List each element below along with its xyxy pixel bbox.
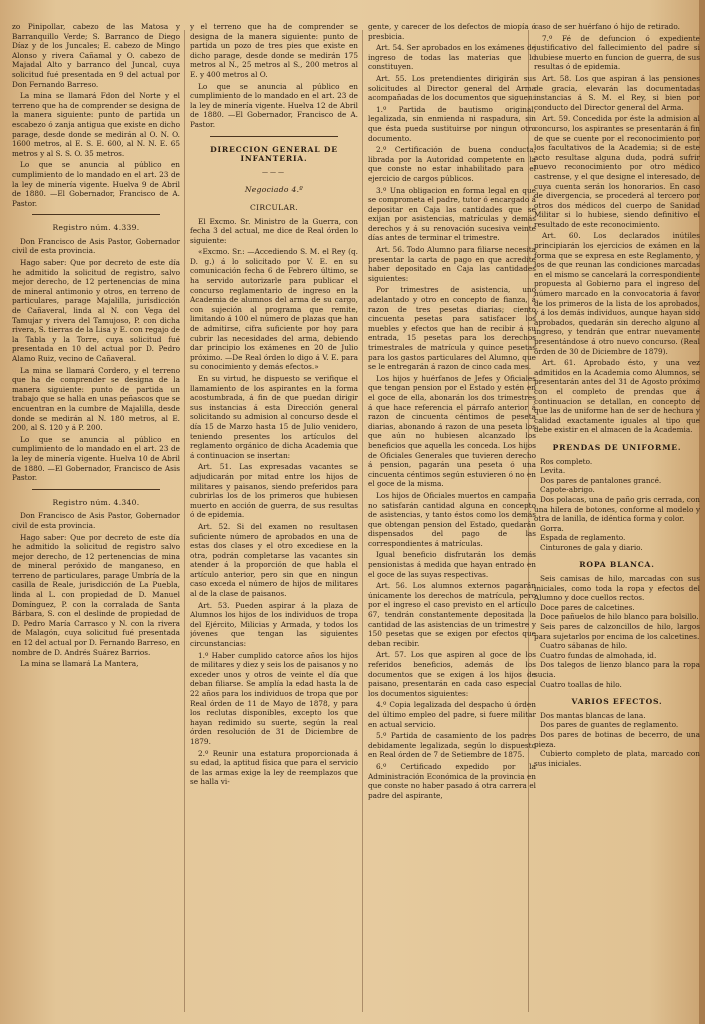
paragraph: 1.º Haber cumplido catorce años los hijos de militares y diez y seis los de paisanos y no exceder unos y otros de veinte el día que deban filiarse. Se amplía la edad hasta la de 22 años para los individuos de tropa que por Real órden de 11 de Mayo de 1878, y para los reclutas disponibles, excepto los que hayan redimido su suerte, según la real órden resolución de 31 de Diciembre de 1879. — [190, 650, 358, 746]
paragraph: Art. 53. Pueden aspirar á la plaza de Alumnos los hijos de los individuos de tropa del Ejército, Milicias y Armada, y todos los jóvenes que tengan las siguientes circunstancias: — [190, 600, 358, 649]
paragraph: Lo que se anuncia al público en cumplimiento de lo mandado en el art. 23 de la ley de minería vigente. Huelva 10 de Abril de 1880. —El Gobernador, Francisco de Asis Pastor. — [12, 434, 180, 483]
paragraph: Art. 60. Los declarados inútiles principiarán los ejercicios de exámen en la forma que se expresa en este Reglamento, y los de que reunan las condiciones marcadas en el mismo se cancelará la correspondiente propuesta al Gobierno para el ingreso del número marcado en la convocatoria á favor de los primeros de la lista de los aprobados, y á los demás individuos, aunque hayan sido aprobados, quedarán sin derecho alguno al ingreso, y tendrán que entrar nuevamente presentándose á otro nuevo concurso. (Real órden de 30 de Diciembre de 1879). — [534, 231, 700, 356]
paragraph: gente, y carecer de los defectos de miopía ó presbicia. — [368, 22, 536, 41]
paragraph: 1.º Partida de bautismo original, legalizada, sin enmienda ni raspadura, sin que ésta pueda sustituirse por ningun otro documento. — [368, 104, 536, 143]
paragraph: Art. 51. Las expresadas vacantes se adjudicarán por mitad entre los hijos de militares y paisanos, siendo preferidos para cubrirlas los de los primeros que hubiesen muerto en acción de guerra, de sus resultas ó de epidemia. — [190, 462, 358, 520]
paragraph: Hago saber: Que por decreto de este día he admitido la solicitud de registro salvo mejor derecho, de 12 pertenencias de mina de mineral peróxido de manganeso, en terreno de particulares, parage Umbría de la casilla de Reale, jurisdicción de La Puebla, linda al L. con propiedad de D. Manuel Domínguez, P. con la corralada de Santa Bárbara, S. con el deslinde de propiedad de D. Pedro María Carrasco y N. con la rivera de Malagón, cuya solicitud fué presentada en 12 del actual por D. Fernando Barreso, en nombre de D. Andrés Suárez Barrios. — [12, 532, 180, 657]
list-item: Seis camisas de hilo, marcadas con sus iniciales, como toda la ropa y efectos del Alumno y doce cuellos rectos. — [534, 574, 700, 603]
paragraph: Igual beneficio disfrutarán los demás pensionistas á medida que hayan entrado en el goce de las suyas respectivas. — [368, 550, 536, 579]
uniforme-heading: PRENDAS DE UNIFORME. — [552, 442, 682, 452]
column-1 — [12, 22, 180, 1014]
list-item: Doce pañuelos de hilo blanco para bolsillo. — [540, 612, 699, 622]
direccion-general-title: DIRECCION GENERAL DE INFANTERIA. — [210, 144, 338, 164]
paragraph: 6.º Certificado expedido por la Administración Económica de la provincia en que conste no haber pasado á otra carrera el padre del aspirante, — [368, 761, 536, 800]
list-item: Cuatro sábanas de hilo. — [540, 641, 628, 651]
paragraph: Art. 57. Los que aspiren al goce de los referidos beneficios, además de los documentos que se exigen á los hijos de paisano, presentarán en cada caso especial los documentos siguientes: — [368, 650, 536, 698]
uniforme-list — [534, 457, 700, 553]
list-item: Capote-abrigo. — [540, 485, 595, 495]
paragraph: Por trimestres de asistencia, uno adelantado y otro en concepto de fianza, á razon de tres pesetas diarias; ciento cincuenta pesetas para satisfacer los muebles y efectos que han de recibir á su entrada, 15 pesetas para los derechos trimestrales de matrícula y quince pesetas para los gastos particulares del Alumno, que se le entregarán á razon de cinco cada mes. — [368, 285, 536, 372]
paragraph: La mina se llamará Fdon del Norte y el terreno que ha de comprender se designa de la manera siguiente: punto de partida un escabezo ó zanja antigua que existe en dicho parage, desde donde se medirán al O. N. O. 1600 metros, al E. S. E. 600, al N. N. E. 65 metros y al S. S. O. 35 metros. — [12, 91, 180, 158]
list-item: Levita. — [540, 466, 566, 476]
paragraph: 5.º Partida de casamiento de los padres debidamente legalizada, según lo dispuesto en Real órden de 7 de Setiembre de 1875. — [368, 731, 536, 760]
paragraph: Los hijos y huérfanos de Jefes y Oficiales que tengan pension por el Estado y estén en el goce de ella, abonarán los dos trimestres á que hace referencia el párrafo anterior á razon de cincuenta céntimos de peseta diarias, abonando á razon de una peseta los que aún no hubiesen alcanzado los beneficios que aquella les conceda. Los hijos de Oficiales Generales que tuvieren derecho á pension, pagarán una peseta ó una cincuenta céntimos según estuvieren ó no en el goce de la misma. — [368, 373, 536, 489]
paragraph: Don Francisco de Asis Pastor, Gobernador civil de esta provincia. — [12, 236, 180, 256]
paragraph: Art. 56. Los alumnos externos pagarán únicamente los derechos de matrícula, pero por el ingreso el caso previsto en el artículo 67, tendrán constantemente depositada la cantidad de las asistencias de un trimestre y 150 pesetas que se exigen por efectos que deban recibir. — [368, 581, 536, 648]
negociado-title: Negociado 4.º — [244, 185, 304, 195]
column-divider — [362, 30, 363, 1012]
list-item: Cuatro toallas de hilo. — [540, 679, 622, 689]
list-item: Cinturones de gala y diario. — [540, 542, 643, 552]
list-item: Espada de reglamento. — [540, 533, 626, 543]
paragraph: Art. 59. Concedida por éste la admision al concurso, los aspirantes se presentarán á fin de que se cuente por el reconocimiento por los facultativos de la Academia; si de este acto resultase alguna duda, podrá sufrir nuevo reconocimiento por otro médico castrense, y el que designe el interesado, de cuya cuenta serán los honorarios. En caso de divergencia, se procederá al tercero por otros dos médicos del cuerpo de Sanidad Militar si lo hubiese, siendo definitivo el resultado de este reconocimiento. — [534, 114, 700, 229]
paragraph: 7.º Fé de defuncion ó expediente justificativo del fallecimiento del padre si hubiese muerto en funcion de guerra, de sus resultas ó de epidemia. — [534, 33, 700, 72]
paragraph: Lo que se anuncia al público en cumplimiento de lo mandado en el art. 23 de la ley de minería vigente. Huelva 9 de Abril de 1880. —El Gobernador, Francisco de A. Pastor. — [12, 160, 180, 208]
varios-efectos-heading: VARIOS EFECTOS. — [571, 697, 663, 707]
column-2 — [190, 22, 358, 1014]
section-divider — [210, 136, 338, 137]
paragraph: 3.º Una obligacion en forma legal en que se comprometa el padre, tutor ó encargado á depositar en Caja las cantidades que se exijan por asistencias, matrículas y demás derechos y á su renovación sucesiva veinte días antes de terminar el trimestre. — [368, 185, 536, 243]
section-divider — [32, 214, 160, 215]
list-item: Dos pares de botinas de becerro, de una pieza. — [534, 729, 700, 749]
list-item: Dos pares de guantes de reglamento. — [540, 720, 679, 730]
paragraph: caso de ser huérfano ó hijo de retirado. — [534, 22, 680, 31]
section-divider — [32, 489, 160, 490]
list-item: Ros completo. — [540, 456, 593, 466]
paragraph: Los hijos de Oficiales muertos en campaña no satisfarán cantidad alguna en concepto de asistencias, y tanto éstos como los demás que obtengan pension del Estado, quedarán dispensados del pago de las correspondientes á matrículas. — [368, 490, 536, 548]
paragraph: Art. 54. Ser aprobados en los exámenes de ingreso de todas las materias que lo constituyen. — [368, 43, 536, 72]
list-item: Cubierto completo de plata, marcado con sus iniciales. — [534, 749, 700, 768]
paragraph: y el terreno que ha de comprender se designa de la manera siguiente: punto de partida un pozo de tres pies que existe en dicho parage, desde donde se medirán 175 metros al N., 25 metros al S., 200 metros al E. y 400 metros al O. — [190, 22, 358, 79]
paragraph: Don Francisco de Asis Pastor, Gobernador civil de esta provincia. — [12, 511, 180, 530]
paragraph: Art. 56. Todo Alumno para filiarse necesita presentar la carta de pago en que acredite haber depositado en Caja las cantidades siguientes: — [368, 245, 536, 283]
paragraph: En su virtud, he dispuesto se verifique el llamamiento de los aspirantes en la forma acostumbrada, á fin de que puedan dirigir sus instancias á esta Dirección general solicitando su admision al concurso desde el día 15 de Marzo hasta 15 de Julio venidero, teniendo presentes los artículos del reglamento orgánico de dicha Academia que á continuacion se insertan: — [190, 374, 358, 460]
list-item: Cuatro fundas de almohada, id. — [540, 650, 657, 660]
circular-label: CIRCULAR. — [249, 202, 299, 212]
list-item: Dos pares de pantalones grancé. — [540, 475, 662, 485]
paragraph: Art. 61. Aprobado ésto, y una vez admitidos en la Academia como Alumnos, se presentarán antes del 31 de Agosto próximo con el completo de prendas que á continuacion se detallan, en concepto de que las de uniforme han de ser de hechura y calidad exactamente iguales al tipo que debe existir en el almacen de la Academia. — [534, 358, 700, 435]
paragraph: zo Pinipollar, cabezo de las Matosa y Barranquillo Verde; S. Barranco de Diego Díaz y de los Juncales; E. cabezo de Mingo Alonso y rivera Cañamal y O. cabezo de Majadal Alto y barranco del Juncal, cuya solicitud fué presentada en 9 del actual por Don Fernando Barreso. — [12, 22, 180, 89]
list-item: Seis pares de calzoncillos de hilo, largos para sujetarlos por encima de los calcetines. — [534, 622, 700, 641]
paragraph: 4.º Copia legalizada del despacho ú órden del último empleo del padre, si fuere militar en actual servicio. — [368, 700, 536, 729]
paragraph: Hago saber: Que por decreto de este día he admitido la solicitud de registro, salvo mejor derecho, de 12 pertenencias de mina de mineral antimonio y otros, en terreno de particulares, parage Majalilla, jurisdicción de Cañaveral, linda al N. con Vega del Tamujar y rivera del Tamujoso, P. con dicha rivera, S. tierras de la Lisa y E. con regajo de la Tabla y la Torre, cuya solicitud fué presentada en 10 del actual por D. Pedro Alamo Ruiz, vecino de Cañaveral. — [12, 258, 180, 363]
paragraph: Lo que se anuncia al público en cumplimiento de lo mandado en el art. 23 de la ley de minería vigente. Huelva 12 de Abril de 1880. —El Gobernador, Francisco de A. Pastor. — [190, 81, 358, 129]
paragraph: La mina se llamará La Mantera, — [20, 659, 139, 669]
ropa-blanca-list — [534, 574, 700, 689]
registro-4340-title: Registro núm. 4.340. — [52, 497, 140, 507]
paragraph: 2.º Certificación de buena conducta, librada por la Autoridad competente en la que conste no estar inhabilitado para el ejercicio de cargos públicos. — [368, 145, 536, 183]
paragraph: El Excmo. Sr. Ministro de la Guerra, con fecha 3 del actual, me dice de Real órden lo siguiente: — [190, 216, 358, 245]
list-item: Dos talegos de lienzo blanco para la ropa sucia. — [534, 660, 700, 679]
list-item: Doce pares de calcetines. — [540, 602, 635, 612]
paragraph: Art. 58. Los que aspiran á las pensiones de gracia, elevarán las documentadas instancias á S. M. el Rey, si bien por conducto del Director general del Arma. — [534, 73, 700, 112]
list-item: Gorra. — [540, 523, 564, 533]
column-3 — [368, 22, 536, 1014]
column-4 — [534, 22, 700, 1014]
varios-efectos-list — [534, 711, 700, 769]
ornament-divider: ——— — [262, 168, 286, 176]
paragraph: Art. 55. Los pretendientes dirigirán sus solicitudes al Director general del Arma acompañadas de los documentos que siguen: — [368, 73, 536, 103]
paragraph: La mina se llamará Cordero, y el terreno que ha de comprender se designa de la manera siguiente: punto de partida un trabajo que se halla en unas peñascos que se encuentran en la cumbre de Majalilla, desde donde se medirán al N. 180 metros, al E. 200, al S. 120 y á P. 200. — [12, 365, 180, 433]
list-item: Dos polacas, una de paño gris cerrada, con una hilera de botones, conforme al modelo y otra de lanilla, de idéntica forma y color. — [534, 494, 700, 524]
paragraph: 2.º Reunir una estatura proporcionada á su edad, la aptitud física que para el servicio de las armas exige la ley de reemplazos que se halla vi- — [190, 748, 358, 787]
ropa-blanca-heading: ROPA BLANCA. — [579, 560, 655, 570]
registro-4339-title: Registro núm. 4.339. — [52, 223, 140, 233]
paragraph: «Excmo. Sr.: —Accediendo S. M. el Rey (q. D. g.) á lo solicitado por V. E. en su comunicación fecha 6 de Febrero último, se ha servido autorizarle para publicar el concurso reglamentario de ingreso en la Academia de alumnos del arma de su cargo, con sujeción al programa que remite, limitando á 100 el número de plazas que han de admitirse, cifra suficiente por hoy para cubrir las necesidades del arma, debiendo dar principio los exámenes en 20 de Julio próximo. —De Real órden lo digo á V. E. para su conocimiento y demás efectos.» — [190, 247, 358, 372]
list-item: Dos mantas blancas de lana. — [540, 710, 646, 720]
paragraph: Art. 52. Si del examen no resultasen suficiente número de aprobados en una de estas dos clases y el otro excediese en la otra, podrán completarse las vacantes sin atender á la proporción de que habla el artículo anterior, pero sin que en ningun caso exceda el número de hijos de militares al de la clase de paisanos. — [190, 521, 358, 599]
column-divider — [184, 30, 185, 1012]
